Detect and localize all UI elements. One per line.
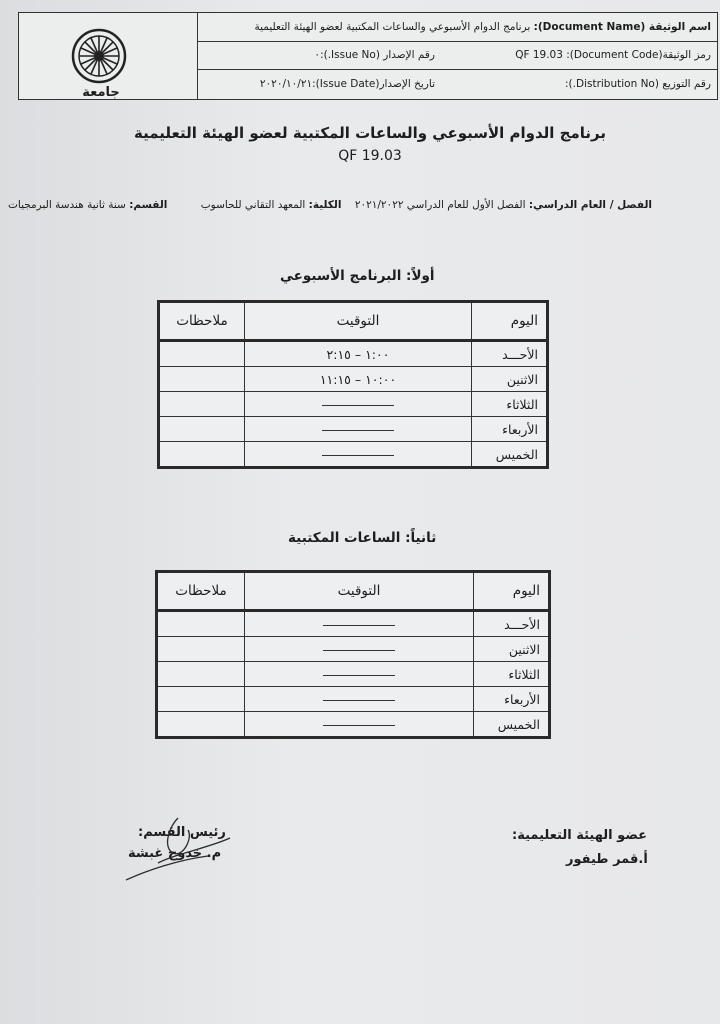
header-day: اليوم xyxy=(474,572,550,611)
info-line xyxy=(8,199,652,211)
blank-line xyxy=(322,454,394,456)
time-cell xyxy=(245,637,474,662)
day-cell: الاثنين xyxy=(472,367,548,392)
time-cell xyxy=(245,392,472,417)
logo-text: جامعة xyxy=(82,85,120,100)
time-cell: ١٠:٠٠ – ١١:١٥ xyxy=(245,367,472,392)
logo-cell xyxy=(19,13,198,99)
semester-value: الفصل الأول للعام الدراسي ٢٠٢١/٢٠٢٢ xyxy=(354,199,526,211)
section-office-hours-title: ثانياً: الساعات المكتبية xyxy=(288,530,437,546)
table-row xyxy=(157,611,550,637)
blank-line xyxy=(323,724,395,726)
day-cell: الأربعاء xyxy=(474,687,550,712)
head-name: م. خدوج غبشة xyxy=(128,846,222,861)
day-cell: الثلاثاء xyxy=(472,392,548,417)
college-value: المعهد التقاني للحاسوب xyxy=(200,199,306,211)
notes-cell xyxy=(159,392,245,417)
notes-cell xyxy=(159,341,245,367)
doc-name-label: اسم الوثيقة (Document Name): xyxy=(533,21,711,33)
notes-cell xyxy=(157,611,245,637)
notes-cell xyxy=(159,367,245,392)
semester-label: الفصل / العام الدراسي: xyxy=(528,199,652,211)
head-label: رئيس القسم: xyxy=(138,825,226,840)
blank-line xyxy=(323,624,395,626)
college-label: الكلية: xyxy=(308,199,342,211)
day-cell: الأربعاء xyxy=(472,417,548,442)
notes-cell xyxy=(159,417,245,442)
notes-cell xyxy=(157,687,245,712)
header-time: التوقيت xyxy=(245,572,474,611)
department-label: القسم: xyxy=(129,199,168,211)
blank-line xyxy=(323,699,395,701)
day-cell: الثلاثاء xyxy=(474,662,550,687)
table-row xyxy=(157,662,550,687)
issue-no-label: رقم الإصدار (Issue No.): xyxy=(320,49,435,61)
table-row xyxy=(159,341,548,367)
faculty-name: أ.قمر طيفور xyxy=(566,852,648,867)
notes-cell xyxy=(157,712,245,738)
document-code-title: QF 19.03 xyxy=(338,148,402,164)
doc-code-value: QF 19.03 xyxy=(515,49,563,61)
signature-scribble xyxy=(118,808,248,888)
day-cell: الخميس xyxy=(472,442,548,468)
issue-date-value: ٢٠٢٠/١٠/٢١ xyxy=(259,78,313,90)
time-cell xyxy=(245,611,474,637)
blank-line xyxy=(323,674,395,676)
time-cell xyxy=(245,687,474,712)
header-row-document-name xyxy=(197,13,717,42)
time-cell xyxy=(245,662,474,687)
table-row xyxy=(159,442,548,468)
table-row xyxy=(159,392,548,417)
time-cell xyxy=(245,442,472,468)
department-value: سنة ثانية هندسة البرمجيات xyxy=(8,199,126,211)
notes-cell xyxy=(157,662,245,687)
day-cell: الأحـــد xyxy=(472,341,548,367)
document-title: برنامج الدوام الأسبوعي والساعات المكتبية لعضو الهيئة التعليمية xyxy=(134,124,606,142)
header-row-date xyxy=(197,69,717,99)
header-time: التوقيت xyxy=(245,302,472,341)
blank-line xyxy=(322,404,394,406)
notes-cell xyxy=(157,637,245,662)
table-header-row xyxy=(159,302,548,341)
notes-cell xyxy=(159,442,245,468)
table-row xyxy=(157,712,550,738)
time-cell xyxy=(245,417,472,442)
office-hours-table xyxy=(155,570,551,739)
document-header xyxy=(18,12,718,100)
blank-line xyxy=(323,649,395,651)
table-row xyxy=(157,687,550,712)
day-cell: الأحـــد xyxy=(474,611,550,637)
university-logo-icon xyxy=(71,28,127,84)
blank-line xyxy=(322,429,394,431)
header-notes: ملاحظات xyxy=(159,302,245,341)
header-row-code xyxy=(197,41,717,70)
table-row xyxy=(159,417,548,442)
header-notes: ملاحظات xyxy=(157,572,245,611)
doc-code-label: رمز الوثيقة(Document Code): xyxy=(566,49,711,61)
weekly-schedule-table xyxy=(157,300,549,469)
issue-no-value: ٠ xyxy=(314,49,321,61)
distribution-label: رقم التوزيع (Distribution No.): xyxy=(565,78,711,90)
section-weekly-title: أولاً: البرنامج الأسبوعي xyxy=(280,268,435,284)
table-row xyxy=(157,637,550,662)
time-cell: ١:٠٠ – ٢:١٥ xyxy=(245,341,472,367)
time-cell xyxy=(245,712,474,738)
doc-name-value: برنامج الدوام الأسبوعي والساعات المكتبية لعضو الهيئة التعليمية xyxy=(254,21,531,33)
issue-date-label: تاريخ الإصدار(Issue Date): xyxy=(312,78,435,90)
header-day: اليوم xyxy=(472,302,548,341)
faculty-label: عضو الهيئة التعليمية: xyxy=(512,828,648,843)
day-cell: الاثنين xyxy=(474,637,550,662)
table-row xyxy=(159,367,548,392)
day-cell: الخميس xyxy=(474,712,550,738)
table-header-row xyxy=(157,572,550,611)
